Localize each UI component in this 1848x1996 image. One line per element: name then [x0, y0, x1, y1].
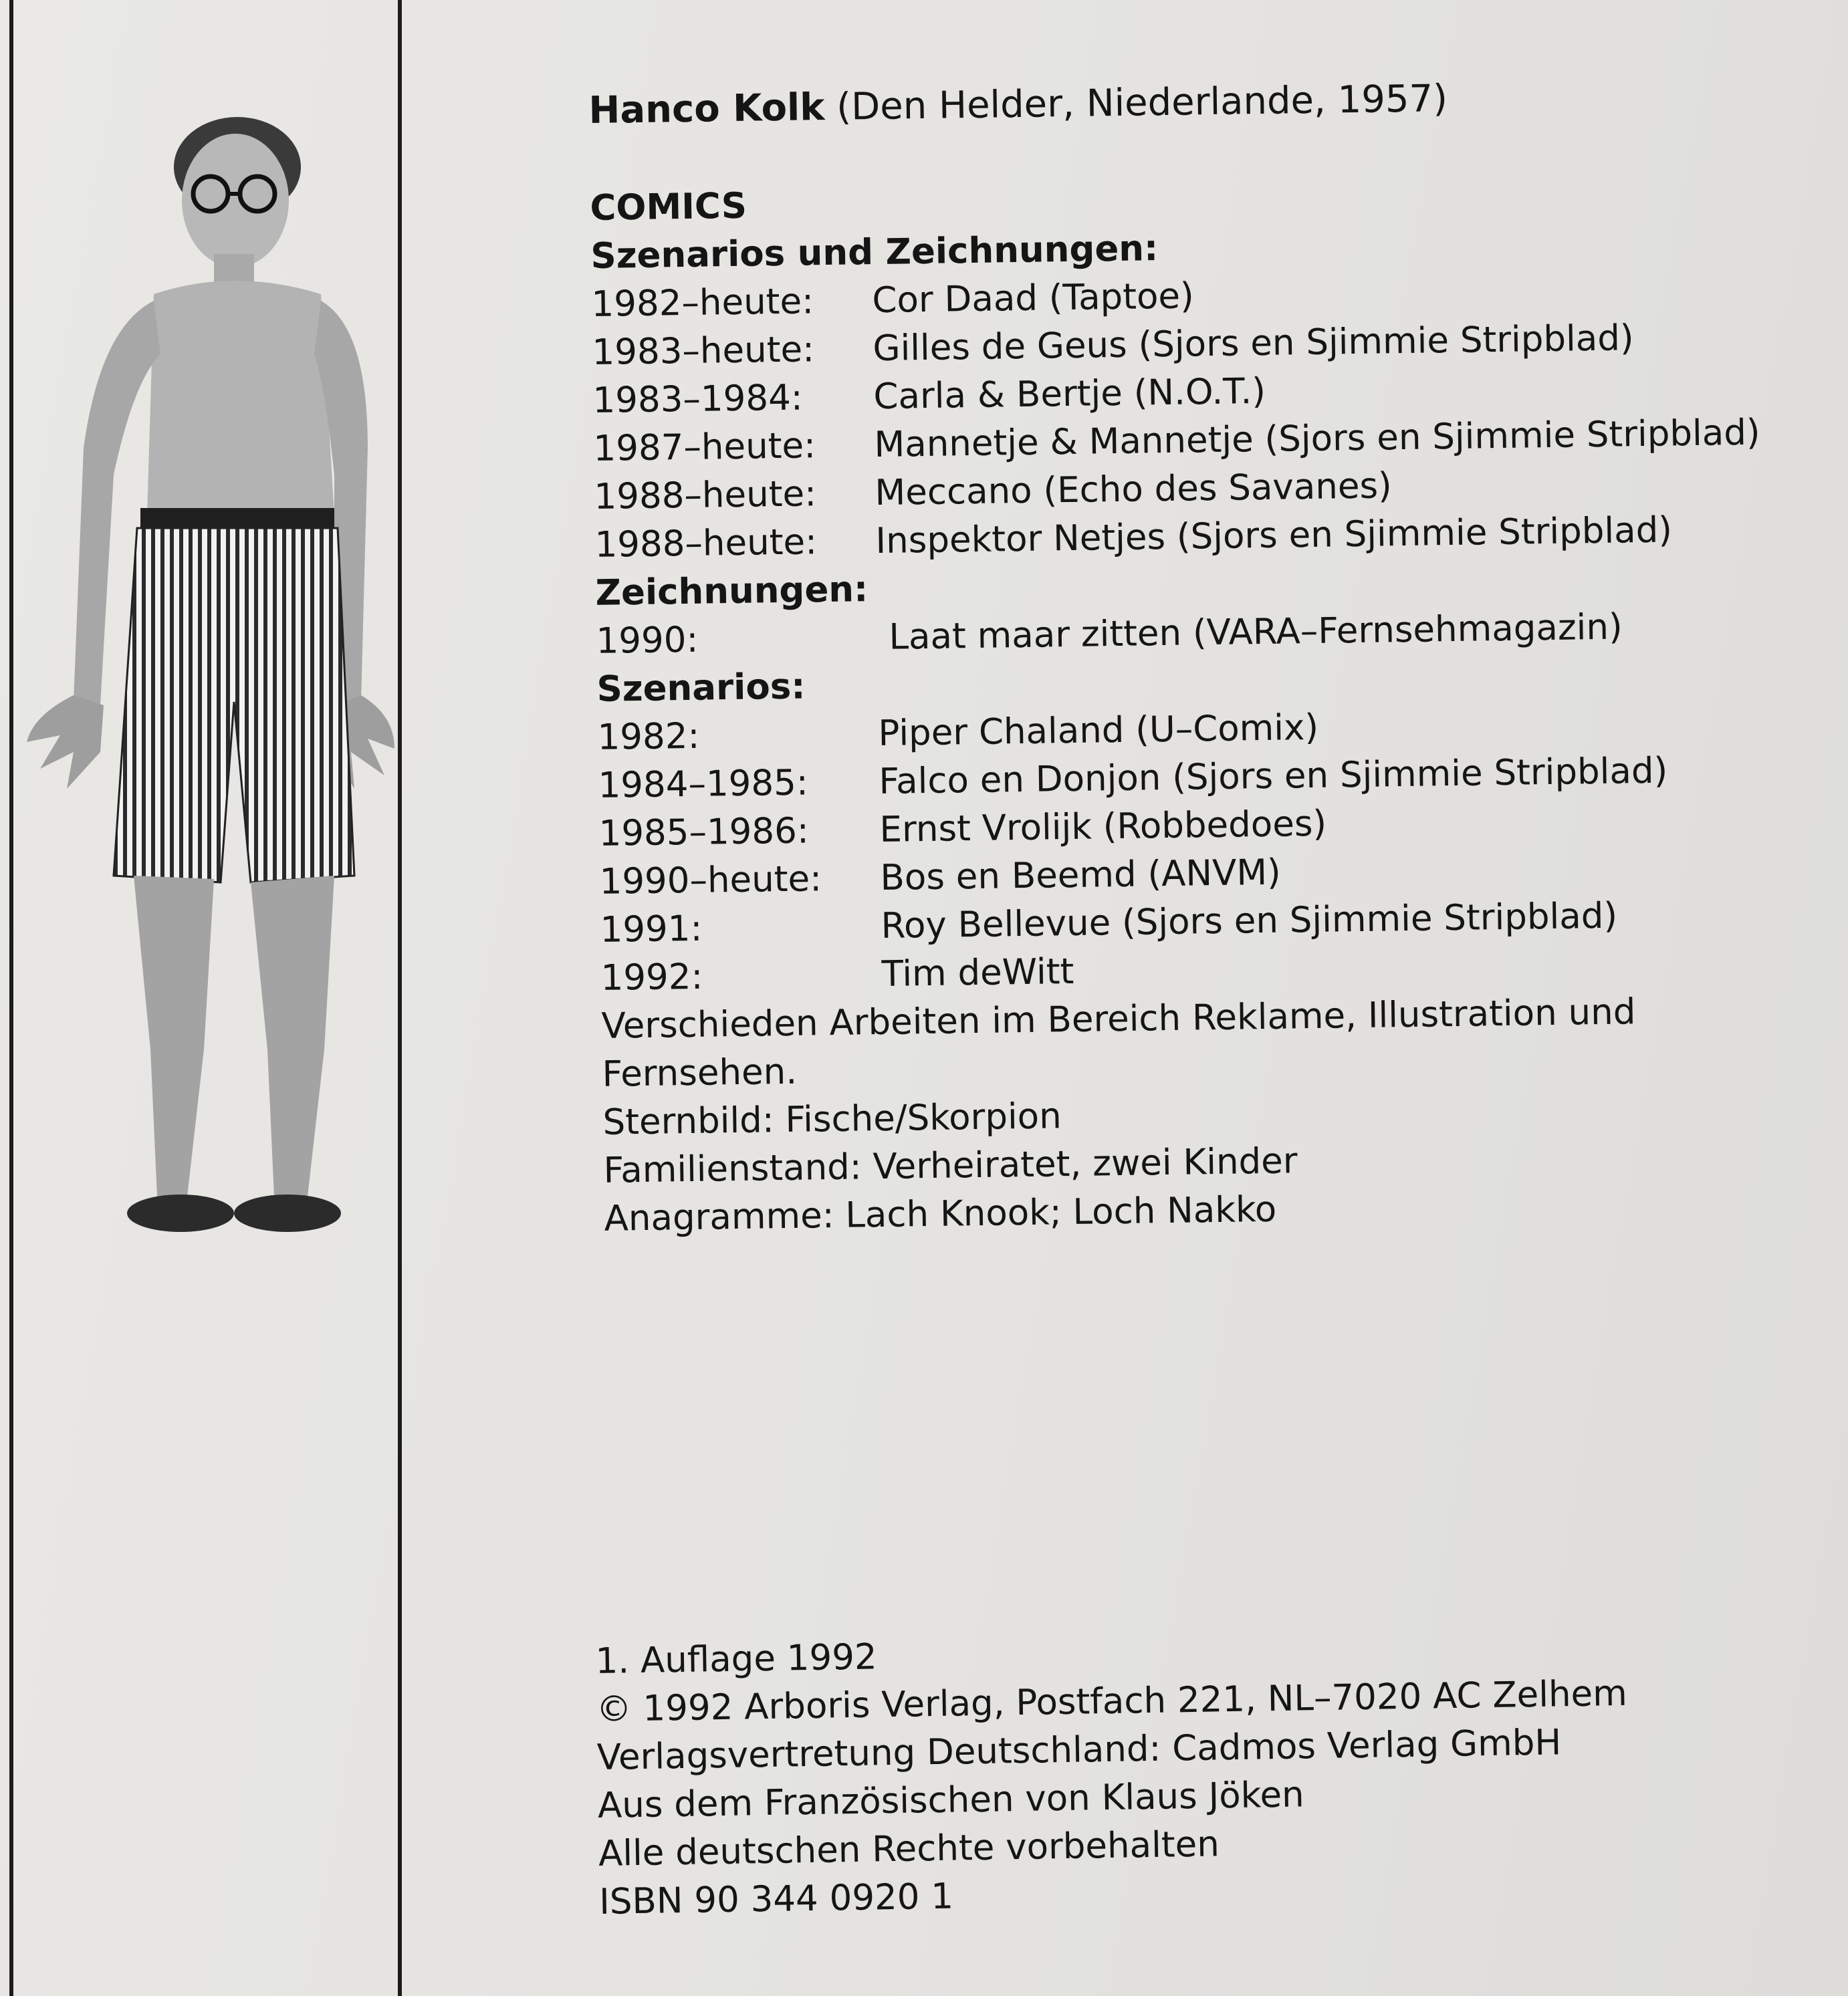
work-title: Cor Daad (Taptoe) [872, 275, 1195, 322]
work-years: 1988–heute: [594, 473, 817, 517]
work-title: Inspektor Netjes (Sjors en Sjimmie Stripblad) [875, 509, 1673, 562]
translation-line: Aus dem Französischen von Klaus Jöken [597, 1774, 1305, 1826]
work-title: Ernst Vrolijk (Robbedoes) [879, 803, 1327, 851]
work-years: 1987–heute: [593, 425, 816, 469]
left-border-rule [9, 0, 13, 1996]
author-name: Hanco Kolk [588, 86, 825, 132]
work-years: 1983–1984: [592, 377, 804, 421]
rights-line: Alle deutschen Rechte vorbehalten [598, 1824, 1220, 1874]
marital-status: Familienstand: Verheiratet, zwei Kinder [603, 1140, 1298, 1191]
author-origin: (Den Helder, Niederlande, 1957) [836, 77, 1448, 129]
isbn-line: ISBN 90 344 0920 1 [598, 1876, 954, 1922]
work-years: 1985–1986: [598, 810, 810, 854]
work-title: Meccano (Echo des Savanes) [875, 465, 1393, 514]
imprint-block [595, 1618, 1843, 1926]
work-years: 1983–heute: [592, 329, 815, 373]
work-title: Gilles de Geus (Sjors en Sjimmie Stripblad) [873, 318, 1635, 370]
subheading-szenarios: Szenarios: [596, 666, 806, 710]
work-title: Carla & Bertje (N.O.T.) [873, 370, 1266, 418]
column-divider-rule [398, 0, 402, 1996]
work-title: Falco en Donjon (Sjors en Sjimmie Stripblad) [879, 750, 1668, 803]
work-years: 1982–heute: [591, 281, 814, 325]
work-title: Bos en Beemd (ANVM) [880, 852, 1282, 899]
work-title: Mannetje & Mannetje (Sjors en Sjimmie Stripblad) [874, 412, 1760, 466]
work-years: 1991: [600, 908, 703, 951]
subheading-szenarios-und-zeichnungen: Szenarios und Zeichnungen: [590, 228, 1159, 277]
subheading-zeichnungen: Zeichnungen: [595, 569, 869, 614]
work-years: 1984–1985: [598, 762, 809, 806]
work-title: Tim deWitt [881, 951, 1074, 995]
work-years: 1992: [600, 956, 703, 999]
author-photo [20, 100, 394, 1263]
section-heading-comics: COMICS [590, 185, 747, 229]
copyright-line: © 1992 Arboris Verlag, Postfach 221, NL–7020 AC Zelhem [596, 1672, 1628, 1730]
work-title: Roy Bellevue (Sjors en Sjimmie Stripblad) [881, 895, 1618, 947]
work-years: 1990–heute: [599, 858, 822, 902]
work-years: 1982: [597, 715, 700, 758]
anagrams: Anagramme: Lach Knook; Loch Nakko [604, 1189, 1277, 1239]
distribution-line: Verlagsvertretung Deutschland: Cadmos Verlag GmbH [596, 1722, 1562, 1778]
star-sign: Sternbild: Fische/Skorpion [602, 1096, 1062, 1143]
edition-line: 1. Auflage 1992 [595, 1636, 878, 1682]
other-work-line-2: Fernsehen. [602, 1051, 798, 1095]
work-title: Laat maar zitten (VARA–Fernsehmagazin) [889, 606, 1623, 658]
other-work-line-1: Verschieden Arbeiten im Bereich Reklame, Illustration und [601, 991, 1636, 1047]
work-title: Piper Chaland (U–Comix) [878, 707, 1319, 755]
work-years: 1990: [596, 619, 699, 662]
biography-block [588, 70, 1848, 1243]
work-years: 1988–heute: [594, 521, 818, 566]
